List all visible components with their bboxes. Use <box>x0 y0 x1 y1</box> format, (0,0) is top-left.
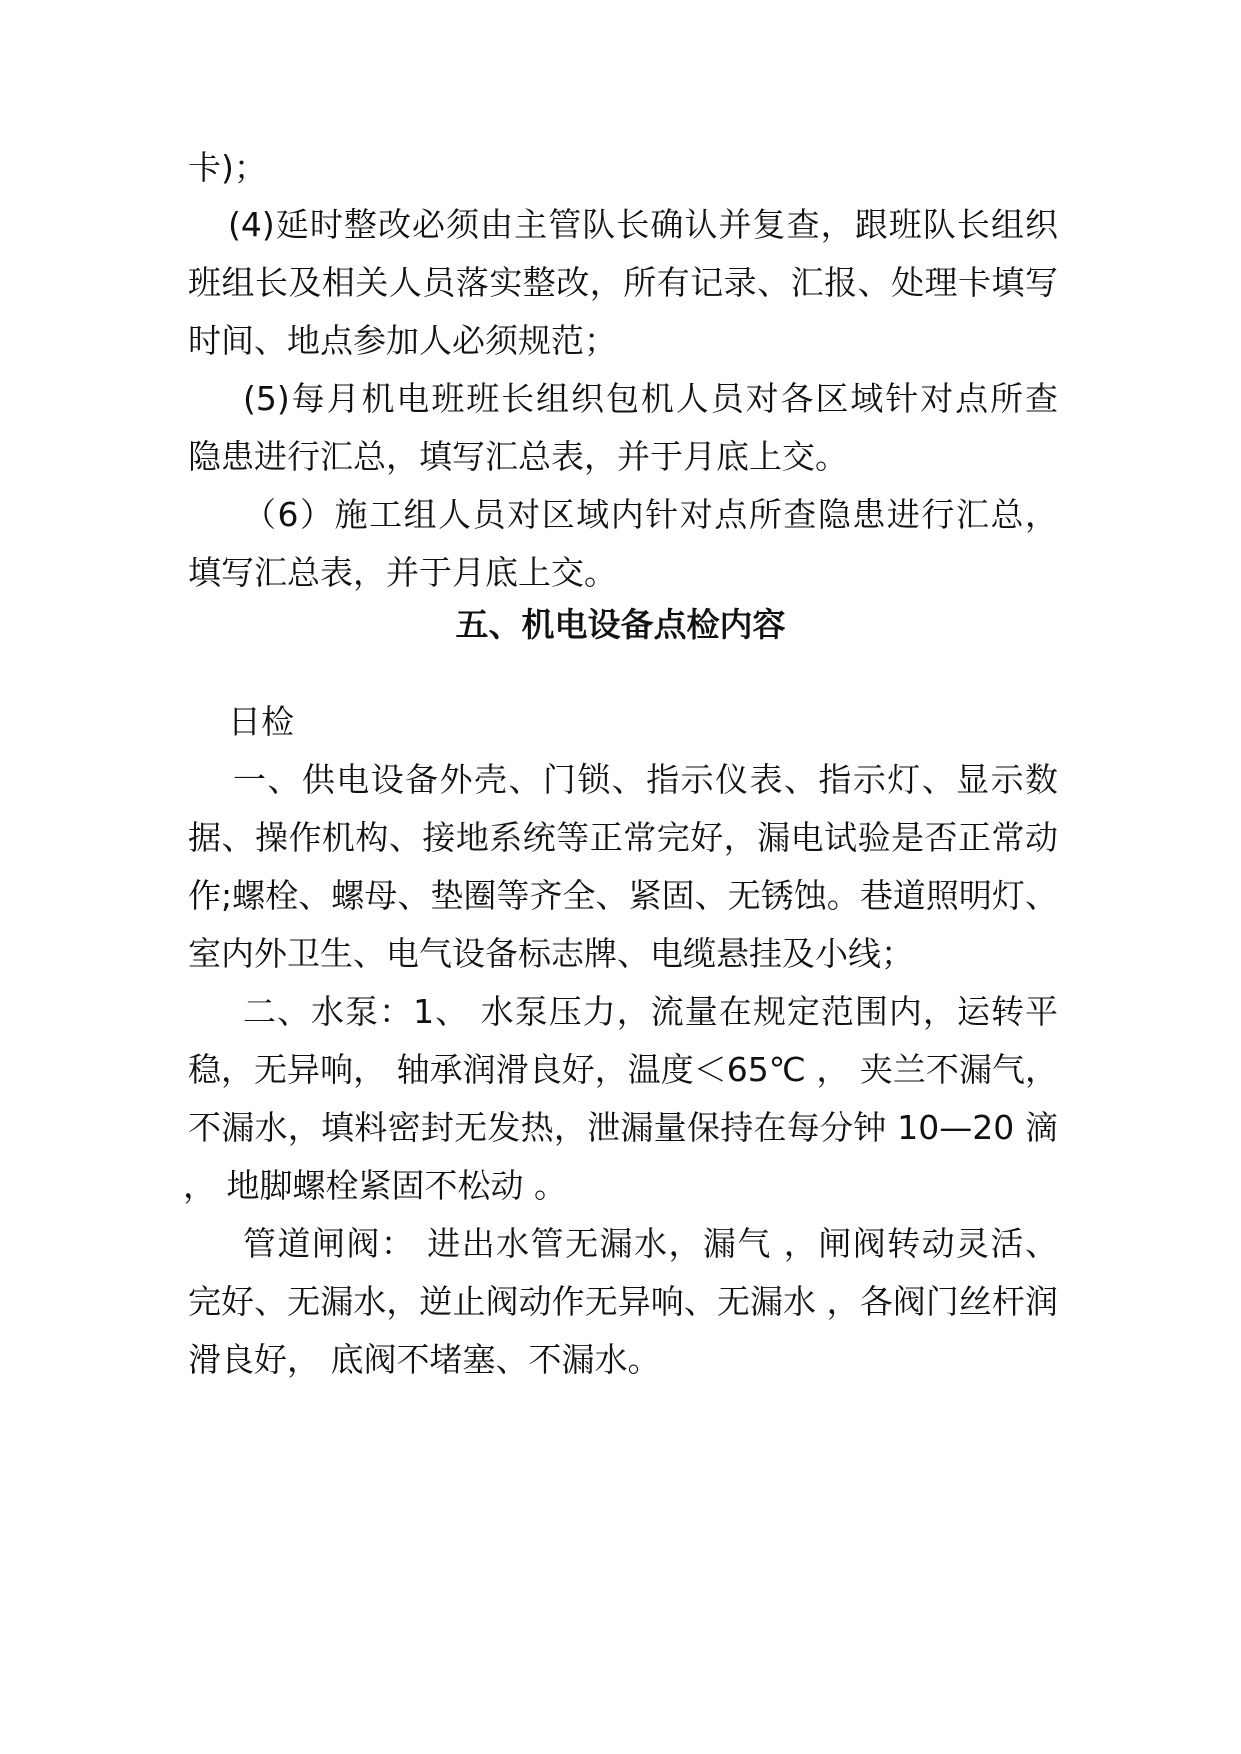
text-line: 隐患进行汇总，填写汇总表，并于月底上交。 <box>188 437 848 476</box>
text-line: 卡)； <box>188 148 267 187</box>
text-line: 管道闸阀： 进出水管无漏水，漏气 ，闸阀转动灵活、 <box>243 1224 1058 1263</box>
text-line: (5)每月机电班班长组织包机人员对各区域针对点所查 <box>243 379 1058 418</box>
text-line: 稳，无异响， 轴承润滑良好，温度＜65℃ ， 夹兰不漏气， <box>188 1050 1058 1089</box>
text-line: 室内外卫生、电气设备标志牌、电缆悬挂及小线； <box>188 934 914 973</box>
text-line: 填写汇总表，并于月底上交。 <box>188 553 617 592</box>
text-line: （6）施工组人员对区域内针对点所查隐患进行汇总， <box>243 495 1058 534</box>
text-line: ， 地脚螺栓紧固不松动 。 <box>183 1166 567 1205</box>
text-line: 班组长及相关人员落实整改，所有记录、汇报、处理卡填写 <box>188 263 1058 302</box>
text-line: 日检 <box>228 702 294 741</box>
text-line: 滑良好， 底阀不堵塞、不漏水。 <box>188 1340 661 1379</box>
text-line: 据、操作机构、接地系统等正常完好，漏电试验是否正常动 <box>188 818 1058 857</box>
text-line: 作;螺栓、螺母、垫圈等齐全、紧固、无锈蚀。巷道照明灯、 <box>188 876 1058 915</box>
text-line: 一、供电设备外壳、门锁、指示仪表、指示灯、显示数 <box>233 760 1058 799</box>
text-line: 时间、地点参加人必须规范； <box>188 321 617 360</box>
text-line: 二、水泵：1、 水泵压力，流量在规定范围内，运转平 <box>243 992 1058 1031</box>
text-line: 不漏水，填料密封无发热，泄漏量保持在每分钟 10—20 滴 <box>188 1108 1058 1147</box>
section-heading: 五、机电设备点检内容 <box>455 605 786 644</box>
text-line: 完好、无漏水，逆止阀动作无异响、无漏水 ，各阀门丝杆润 <box>188 1282 1058 1321</box>
text-line: (4)延时整改必须由主管队长确认并复查，跟班队长组织 <box>228 205 1058 244</box>
